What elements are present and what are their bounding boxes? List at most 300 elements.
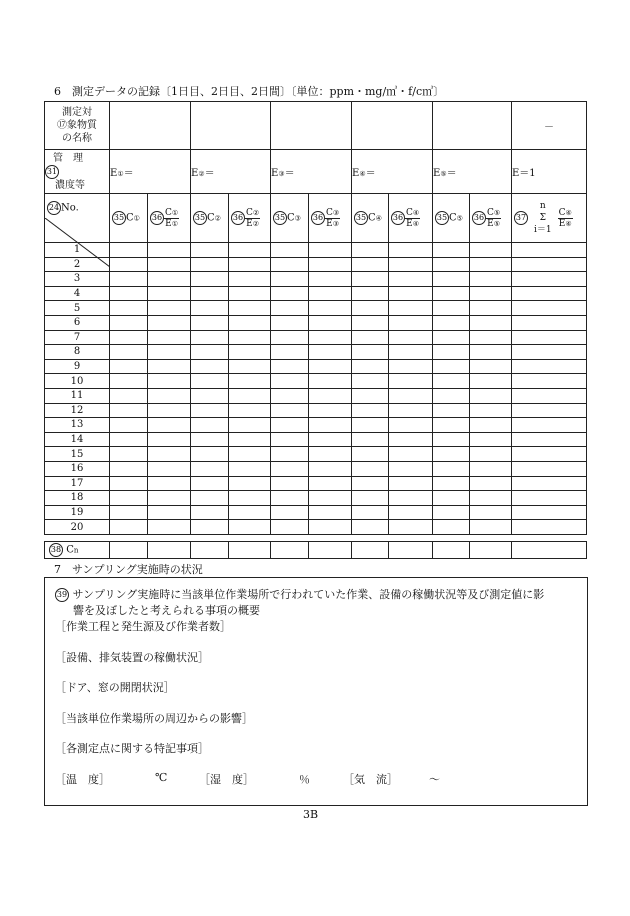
data-cell[interactable]	[110, 286, 148, 301]
box39-line2: 響を及ぼしたと考えられる事項の概要	[73, 604, 260, 617]
data-cell[interactable]	[229, 359, 271, 374]
data-cell[interactable]	[309, 418, 352, 433]
item-work-process[interactable]: ［作業工程と発生源及び作業者数］	[55, 620, 231, 633]
data-cell[interactable]	[271, 315, 309, 330]
data-cell[interactable]	[148, 520, 191, 535]
data-cell[interactable]	[229, 388, 271, 403]
data-cell[interactable]	[229, 447, 271, 462]
data-cell[interactable]	[470, 286, 512, 301]
row-number: 4	[45, 286, 110, 301]
item-door-window[interactable]: ［ドア、窓の開閉状況］	[55, 681, 175, 694]
data-cell[interactable]	[191, 388, 229, 403]
data-cell[interactable]	[110, 388, 148, 403]
e-equals: ＝	[365, 168, 376, 179]
data-cell[interactable]	[229, 491, 271, 506]
data-cell[interactable]	[352, 374, 389, 389]
data-cell[interactable]	[433, 257, 470, 272]
ratio-header-3	[309, 194, 352, 243]
data-cell[interactable]	[148, 374, 191, 389]
data-cell[interactable]	[389, 243, 433, 258]
data-cell[interactable]	[470, 505, 512, 520]
data-cell[interactable]	[309, 432, 352, 447]
table-row	[45, 505, 587, 520]
data-cell[interactable]	[512, 286, 587, 301]
data-cell[interactable]	[389, 315, 433, 330]
data-cell[interactable]	[512, 418, 587, 433]
data-cell[interactable]	[229, 330, 271, 345]
data-cell[interactable]	[271, 461, 309, 476]
data-cell[interactable]	[470, 520, 512, 535]
data-cell[interactable]	[309, 286, 352, 301]
data-cell[interactable]	[229, 403, 271, 418]
airflow-label: ［気 流］	[343, 773, 398, 786]
data-cell[interactable]	[271, 491, 309, 506]
data-cell[interactable]	[512, 315, 587, 330]
data-cell[interactable]	[470, 359, 512, 374]
data-cell[interactable]	[110, 257, 148, 272]
cn-cell[interactable]	[470, 542, 512, 559]
data-cell[interactable]	[352, 447, 389, 462]
data-cell[interactable]	[110, 315, 148, 330]
data-cell[interactable]	[512, 432, 587, 447]
data-cell[interactable]	[229, 374, 271, 389]
data-cell[interactable]	[512, 461, 587, 476]
data-cell[interactable]	[389, 374, 433, 389]
data-cell[interactable]	[309, 447, 352, 462]
e-cell-1[interactable]	[110, 150, 191, 194]
section-6-heading: 6 測定データの記録〔1日目、2日目、2日間〕〔単位：ppm・mg/㎥・f/c㎥〕	[54, 85, 445, 98]
data-cell[interactable]	[110, 243, 148, 258]
data-cell[interactable]	[433, 403, 470, 418]
data-cell[interactable]	[148, 403, 191, 418]
data-cell[interactable]	[470, 243, 512, 258]
row-number: 7	[45, 330, 110, 345]
control-label-line3: 濃度等	[55, 179, 85, 191]
data-cell[interactable]	[352, 257, 389, 272]
data-cell[interactable]	[389, 345, 433, 360]
data-cell[interactable]	[191, 243, 229, 258]
data-cell[interactable]	[352, 418, 389, 433]
e-index: ③	[278, 170, 285, 178]
cn-cell[interactable]	[309, 542, 352, 559]
data-cell[interactable]	[512, 447, 587, 462]
data-cell[interactable]	[309, 461, 352, 476]
data-cell[interactable]	[433, 476, 470, 491]
data-cell[interactable]	[229, 345, 271, 360]
data-cell[interactable]	[352, 315, 389, 330]
data-cell[interactable]	[512, 476, 587, 491]
data-cell[interactable]	[229, 461, 271, 476]
data-cell[interactable]	[191, 491, 229, 506]
data-cell[interactable]	[433, 330, 470, 345]
data-cell[interactable]	[148, 243, 191, 258]
data-cell[interactable]	[110, 330, 148, 345]
data-cell[interactable]	[148, 301, 191, 316]
data-cell[interactable]	[148, 359, 191, 374]
row-number: 8	[45, 345, 110, 360]
data-cell[interactable]	[470, 418, 512, 433]
data-cell[interactable]	[309, 257, 352, 272]
c-letter: C	[165, 207, 172, 218]
data-cell[interactable]	[433, 447, 470, 462]
data-cell[interactable]	[148, 418, 191, 433]
data-cell[interactable]	[271, 403, 309, 418]
data-cell[interactable]	[271, 301, 309, 316]
data-cell[interactable]	[433, 243, 470, 258]
data-cell[interactable]	[352, 505, 389, 520]
data-cell[interactable]	[271, 418, 309, 433]
data-cell[interactable]	[148, 505, 191, 520]
data-cell[interactable]	[352, 461, 389, 476]
data-cell[interactable]	[271, 505, 309, 520]
data-cell[interactable]	[433, 272, 470, 287]
data-cell[interactable]	[309, 505, 352, 520]
data-cell[interactable]	[110, 301, 148, 316]
data-cell[interactable]	[148, 476, 191, 491]
data-cell[interactable]	[110, 345, 148, 360]
substance-cell-3[interactable]	[271, 102, 352, 150]
e-letter: E	[165, 218, 172, 229]
substance-cell-5[interactable]	[433, 102, 512, 150]
data-cell[interactable]	[512, 359, 587, 374]
data-cell[interactable]	[271, 345, 309, 360]
substance-cell-1[interactable]	[110, 102, 191, 150]
data-cell[interactable]	[433, 505, 470, 520]
data-cell[interactable]	[110, 520, 148, 535]
cn-cell[interactable]	[389, 542, 433, 559]
data-cell[interactable]	[110, 447, 148, 462]
data-cell[interactable]	[309, 403, 352, 418]
item-special-notes[interactable]: ［各測定点に関する特記事項］	[55, 742, 209, 755]
cn-row	[45, 542, 587, 559]
data-cell[interactable]	[309, 243, 352, 258]
data-cell[interactable]	[191, 330, 229, 345]
data-cell[interactable]	[389, 476, 433, 491]
cn-table	[44, 541, 587, 559]
data-cell[interactable]	[271, 257, 309, 272]
data-cell[interactable]	[229, 418, 271, 433]
data-cell[interactable]	[470, 461, 512, 476]
data-cell[interactable]	[352, 359, 389, 374]
data-cell[interactable]	[191, 301, 229, 316]
e-cell-2[interactable]	[191, 150, 271, 194]
data-cell[interactable]	[271, 476, 309, 491]
data-cell[interactable]	[389, 257, 433, 272]
data-cell[interactable]	[512, 272, 587, 287]
data-cell[interactable]	[229, 476, 271, 491]
data-cell[interactable]	[389, 461, 433, 476]
c-letter: C	[368, 212, 376, 224]
item-surrounding-influence[interactable]: ［当該単位作業場所の周辺からの影響］	[55, 712, 253, 725]
data-cell[interactable]	[229, 315, 271, 330]
data-cell[interactable]	[110, 272, 148, 287]
substance-label-line2: ⑰象物質	[57, 120, 97, 131]
data-cell[interactable]	[191, 359, 229, 374]
data-cell[interactable]	[229, 272, 271, 287]
cn-cell[interactable]	[229, 542, 271, 559]
diagonal-line	[45, 218, 110, 267]
data-cell[interactable]	[191, 461, 229, 476]
data-cell[interactable]	[191, 476, 229, 491]
data-cell[interactable]	[470, 476, 512, 491]
data-cell[interactable]	[148, 491, 191, 506]
data-cell[interactable]	[110, 432, 148, 447]
data-cell[interactable]	[191, 418, 229, 433]
e-equals: ＝	[204, 168, 215, 179]
data-cell[interactable]	[433, 520, 470, 535]
data-cell[interactable]	[470, 345, 512, 360]
e-index: ②	[252, 219, 260, 228]
data-cell[interactable]	[470, 257, 512, 272]
data-cell[interactable]	[470, 330, 512, 345]
data-cell[interactable]	[433, 345, 470, 360]
data-cell[interactable]	[433, 388, 470, 403]
data-cell[interactable]	[433, 315, 470, 330]
data-cell[interactable]	[309, 301, 352, 316]
data-cell[interactable]	[433, 432, 470, 447]
data-cell[interactable]	[110, 359, 148, 374]
data-cell[interactable]	[271, 374, 309, 389]
data-cell[interactable]	[389, 388, 433, 403]
data-cell[interactable]	[389, 432, 433, 447]
data-cell[interactable]	[191, 447, 229, 462]
data-cell[interactable]	[512, 505, 587, 520]
c-index: ⑤	[493, 208, 501, 217]
data-cell[interactable]	[191, 403, 229, 418]
table-row	[45, 286, 587, 301]
data-cell[interactable]	[110, 505, 148, 520]
data-cell[interactable]	[229, 505, 271, 520]
data-cell[interactable]	[389, 403, 433, 418]
data-cell[interactable]	[470, 447, 512, 462]
data-cell[interactable]	[470, 301, 512, 316]
table-row	[45, 447, 587, 462]
data-cell[interactable]	[271, 520, 309, 535]
data-cell[interactable]	[352, 476, 389, 491]
data-cell[interactable]	[470, 388, 512, 403]
data-cell[interactable]	[433, 286, 470, 301]
data-cell[interactable]	[389, 418, 433, 433]
e-letter: E	[110, 168, 118, 179]
data-cell[interactable]	[389, 505, 433, 520]
e-equals: ＝	[284, 168, 295, 179]
c-index: ④	[565, 208, 572, 217]
data-cell[interactable]	[352, 243, 389, 258]
cn-cell[interactable]	[512, 542, 587, 559]
data-cell[interactable]	[148, 345, 191, 360]
c-letter: C	[326, 207, 333, 218]
data-cell[interactable]	[470, 491, 512, 506]
c-header-4	[352, 194, 389, 243]
data-cell[interactable]	[110, 476, 148, 491]
circle-36: 36	[311, 211, 325, 225]
table-row	[45, 374, 587, 389]
data-cell[interactable]	[191, 286, 229, 301]
data-cell[interactable]	[148, 286, 191, 301]
data-cell[interactable]	[512, 257, 587, 272]
data-cell[interactable]	[110, 374, 148, 389]
data-cell[interactable]	[352, 330, 389, 345]
data-cell[interactable]	[229, 286, 271, 301]
data-cell[interactable]	[389, 447, 433, 462]
data-cell[interactable]	[271, 243, 309, 258]
e-cell-5[interactable]	[433, 150, 512, 194]
data-cell[interactable]	[309, 272, 352, 287]
cn-cell[interactable]	[110, 542, 148, 559]
data-cell[interactable]	[352, 388, 389, 403]
data-cell[interactable]	[389, 491, 433, 506]
c-index: ⑤	[456, 214, 463, 223]
data-cell[interactable]	[352, 345, 389, 360]
substance-label-line1: 測定対	[62, 107, 92, 118]
data-cell[interactable]	[433, 418, 470, 433]
data-cell[interactable]	[309, 520, 352, 535]
data-cell[interactable]	[433, 461, 470, 476]
table-row	[45, 345, 587, 360]
data-cell[interactable]	[191, 315, 229, 330]
data-cell[interactable]	[229, 520, 271, 535]
data-cell[interactable]	[389, 272, 433, 287]
data-cell[interactable]	[389, 330, 433, 345]
data-cell[interactable]	[148, 257, 191, 272]
data-cell[interactable]	[352, 301, 389, 316]
data-cell[interactable]	[389, 286, 433, 301]
data-cell[interactable]	[512, 330, 587, 345]
data-cell[interactable]	[309, 491, 352, 506]
data-cell[interactable]	[470, 432, 512, 447]
data-cell[interactable]	[110, 491, 148, 506]
data-cell[interactable]	[352, 286, 389, 301]
data-cell[interactable]	[229, 257, 271, 272]
data-cell[interactable]	[433, 301, 470, 316]
control-circle-number: 31	[45, 165, 59, 179]
data-cell[interactable]	[148, 432, 191, 447]
section-7-heading: 7 サンプリング実施時の状況	[54, 563, 203, 576]
data-cell[interactable]	[512, 388, 587, 403]
c-index: ③	[332, 208, 340, 217]
temperature-unit: ℃	[155, 771, 168, 784]
sampling-conditions-box	[44, 577, 588, 806]
data-cell[interactable]	[191, 257, 229, 272]
data-cell[interactable]	[148, 388, 191, 403]
row-number: 3	[45, 272, 110, 287]
data-cell[interactable]	[309, 359, 352, 374]
data-cell[interactable]	[512, 243, 587, 258]
data-cell[interactable]	[512, 403, 587, 418]
data-cell[interactable]	[433, 374, 470, 389]
e-index: ⑤	[440, 170, 447, 178]
data-cell[interactable]	[148, 315, 191, 330]
data-cell[interactable]	[433, 491, 470, 506]
substance-label-cell	[45, 102, 110, 150]
data-cell[interactable]	[309, 345, 352, 360]
cn-cell[interactable]	[191, 542, 229, 559]
data-cell[interactable]	[352, 520, 389, 535]
e-index: ③	[332, 219, 340, 228]
item-equipment-status[interactable]: ［設備、排気装置の稼働状況］	[55, 651, 209, 664]
data-cell[interactable]	[512, 491, 587, 506]
cn-cell[interactable]	[433, 542, 470, 559]
e-letter: E	[271, 168, 279, 179]
data-cell[interactable]	[271, 286, 309, 301]
sigma-upper: n	[539, 201, 546, 211]
data-cell[interactable]	[148, 272, 191, 287]
data-cell[interactable]	[433, 359, 470, 374]
e-cell-4[interactable]	[352, 150, 433, 194]
data-cell[interactable]	[271, 272, 309, 287]
data-cell[interactable]	[148, 330, 191, 345]
data-cell[interactable]	[191, 374, 229, 389]
data-cell[interactable]	[191, 432, 229, 447]
data-cell[interactable]	[271, 330, 309, 345]
data-cell[interactable]	[191, 345, 229, 360]
data-cell[interactable]	[271, 447, 309, 462]
data-cell[interactable]	[309, 476, 352, 491]
circle-36: 36	[150, 211, 164, 225]
data-cell[interactable]	[512, 301, 587, 316]
data-cell[interactable]	[229, 301, 271, 316]
data-cell[interactable]	[271, 359, 309, 374]
substance-cell-4[interactable]	[352, 102, 433, 150]
circle-35: 35	[193, 211, 207, 225]
data-cell[interactable]	[470, 315, 512, 330]
data-cell[interactable]	[352, 432, 389, 447]
e-index: ①	[117, 170, 124, 178]
data-cell[interactable]	[389, 301, 433, 316]
data-cell[interactable]	[309, 330, 352, 345]
data-cell[interactable]	[309, 374, 352, 389]
data-cell[interactable]	[309, 315, 352, 330]
data-cell[interactable]	[352, 491, 389, 506]
data-cell[interactable]	[229, 243, 271, 258]
cn-cell[interactable]	[271, 542, 309, 559]
e-cell-3[interactable]	[271, 150, 352, 194]
data-cell[interactable]	[470, 374, 512, 389]
data-cell[interactable]	[110, 403, 148, 418]
c-letter: C	[126, 212, 134, 224]
data-cell[interactable]	[191, 272, 229, 287]
data-cell[interactable]	[470, 272, 512, 287]
data-cell[interactable]	[470, 403, 512, 418]
data-cell[interactable]	[271, 388, 309, 403]
data-cell[interactable]	[389, 520, 433, 535]
e-index: ①	[171, 219, 179, 228]
data-cell[interactable]	[110, 418, 148, 433]
data-cell[interactable]	[229, 432, 271, 447]
cn-cell[interactable]	[148, 542, 191, 559]
c-index: ④	[375, 214, 382, 223]
data-cell[interactable]	[389, 359, 433, 374]
data-cell[interactable]	[148, 461, 191, 476]
e-letter: E	[191, 168, 199, 179]
data-cell[interactable]	[512, 345, 587, 360]
data-cell[interactable]	[352, 272, 389, 287]
data-cell[interactable]	[512, 520, 587, 535]
data-cell[interactable]	[191, 505, 229, 520]
cn-cell[interactable]	[352, 542, 389, 559]
data-cell[interactable]	[271, 432, 309, 447]
circle-35: 35	[435, 211, 449, 225]
row-number: 1	[45, 243, 110, 258]
data-cell[interactable]	[191, 520, 229, 535]
data-cell[interactable]	[309, 388, 352, 403]
table-row	[45, 476, 587, 491]
data-cell[interactable]	[148, 447, 191, 462]
data-cell[interactable]	[512, 374, 587, 389]
substance-cell-2[interactable]	[191, 102, 271, 150]
data-cell[interactable]	[352, 403, 389, 418]
data-cell[interactable]	[110, 461, 148, 476]
